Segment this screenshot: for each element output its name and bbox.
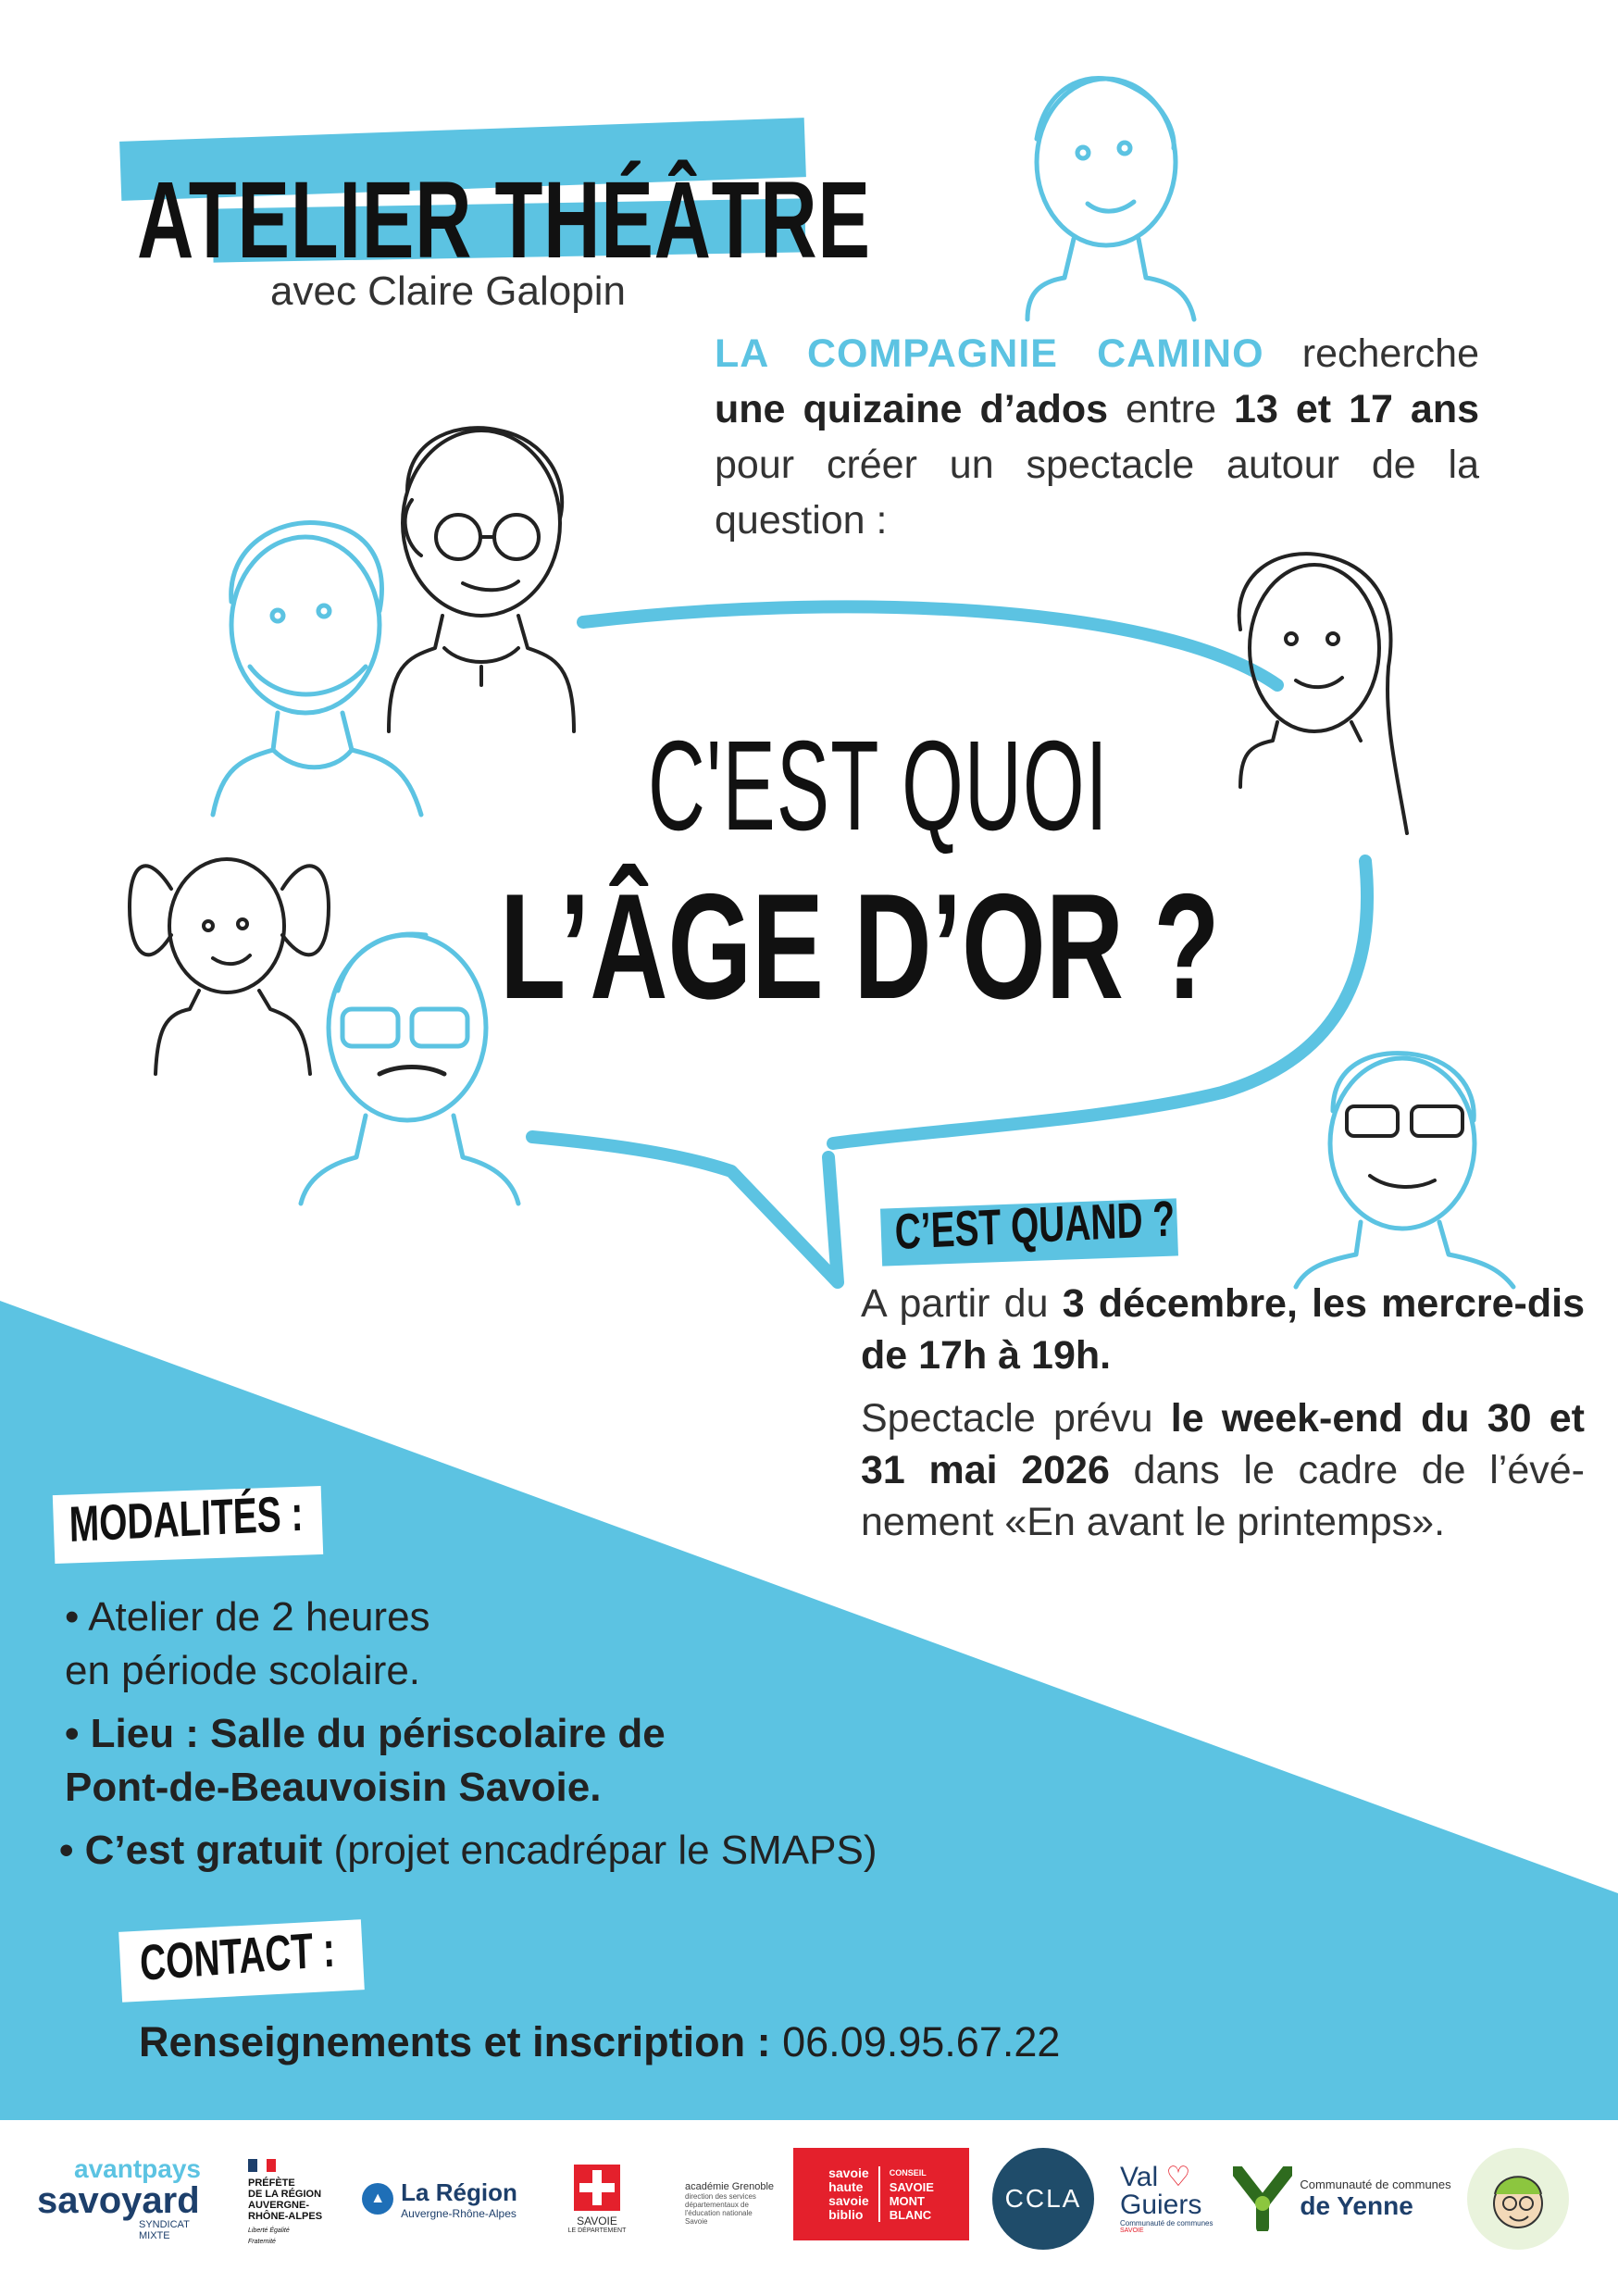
when-dates-text: A partir du xyxy=(861,1281,1063,1326)
logo-avantpays-main: savoyard xyxy=(37,2180,200,2221)
list-item-bold: • C’est gratuit xyxy=(59,1828,323,1873)
intro-bold-1: une quizaine d’ados xyxy=(715,387,1109,431)
logo-ccla-name: CCLA xyxy=(1004,2184,1082,2213)
logo-academie-name: académie Grenoble xyxy=(685,2181,775,2192)
logo-savoie-biblio xyxy=(793,2148,969,2240)
logo-valguiers-l1: Val xyxy=(1120,2162,1159,2192)
logo-region xyxy=(356,2148,523,2250)
contact-phone: 06.09.95.67.22 xyxy=(770,2018,1061,2065)
logo-valguiers-sub: Communauté de communes xyxy=(1120,2219,1214,2227)
logo-biblio-line: savoie xyxy=(828,2165,869,2180)
logo-biblio-right-line: MONT xyxy=(889,2194,925,2208)
logo-savoie xyxy=(555,2148,639,2250)
list-item xyxy=(65,1707,1083,1815)
logo-biblio-line: savoie xyxy=(828,2193,869,2208)
logo-avantpays-sub: SYNDICAT MIXTE xyxy=(139,2219,190,2241)
when-heading: C’EST QUAND ? xyxy=(894,1191,1176,1260)
headline-line-1: C'EST QUOI xyxy=(648,715,1109,857)
logo-region-name: La Région xyxy=(401,2177,517,2206)
subtitle: avec Claire Galopin xyxy=(270,268,626,314)
modalites-list xyxy=(59,1591,1083,1887)
logo-prefete-line: RHÔNE-ALPES xyxy=(248,2211,323,2222)
intro-text-1: recherche xyxy=(1263,331,1479,376)
logo-avantpays-savoyard xyxy=(37,2148,222,2250)
face-girl-pigtails-icon xyxy=(130,859,329,1074)
intro-text-2: entre xyxy=(1108,387,1235,431)
face-girl-long-hair-icon xyxy=(1239,554,1407,833)
logo-biblio-right-line: SAVOIE xyxy=(889,2180,934,2194)
face-woman-glasses-icon xyxy=(389,428,574,731)
when-show xyxy=(861,1392,1585,1548)
company-name: LA COMPAGNIE CAMINO xyxy=(715,331,1264,376)
logo-valguiers-sub2: SAVOIE xyxy=(1120,2227,1144,2234)
modalites-heading: MODALITÉS : xyxy=(68,1485,305,1553)
when-show-text-a: Spectacle prévu xyxy=(861,1396,1171,1441)
when-details xyxy=(861,1278,1585,1559)
logo-ccla xyxy=(992,2148,1094,2250)
contact-heading: CONTACT : xyxy=(139,1921,336,1991)
marianne-flag-icon xyxy=(248,2159,276,2172)
when-dates xyxy=(861,1278,1585,1381)
heart-icon: ♡ xyxy=(1165,2162,1191,2192)
logo-academie xyxy=(685,2148,778,2259)
logo-region-sub: Auvergne-Rhône-Alpes xyxy=(401,2206,517,2220)
region-icon: ▲ xyxy=(362,2183,393,2215)
logo-face-icon xyxy=(1467,2148,1569,2250)
headline-line-2: L’ÂGE D’OR ? xyxy=(500,863,1220,1030)
face-man-glasses-icon xyxy=(1296,1054,1513,1287)
when-show-bold: le week-end du 30 et 31 mai 2026 xyxy=(861,1396,1585,1492)
list-item-line: en période scolaire. xyxy=(65,1648,421,1693)
yenne-y-icon xyxy=(1233,2166,1292,2231)
logo-avantpays-top: avantpays xyxy=(74,2154,201,2183)
logo-prefete-line: DE LA RÉGION xyxy=(248,2189,322,2200)
list-item-line: • Atelier de 2 heures xyxy=(65,1594,430,1640)
intro-paragraph xyxy=(715,326,1479,548)
logo-savoie-sub: LE DÉPARTEMENT xyxy=(567,2227,627,2234)
contact-line xyxy=(139,2018,1060,2066)
contact-text: Renseignements et inscription : xyxy=(139,2018,771,2065)
logo-yenne-small: Communauté de communes xyxy=(1300,2177,1451,2191)
face-top-icon xyxy=(1027,78,1194,319)
list-item xyxy=(59,1824,1083,1878)
logo-biblio-right-line: CONSEIL xyxy=(889,2168,927,2177)
logo-prefete xyxy=(248,2148,350,2259)
logo-prefete-motto: Liberté Égalité Fraternité xyxy=(248,2227,290,2245)
face-old-man-glasses-icon xyxy=(301,934,518,1204)
intro-text-3: pour créer un spectacle autour de la question : xyxy=(715,443,1479,543)
logo-prefete-line: PRÉFÈTE xyxy=(248,2177,295,2189)
logo-yenne xyxy=(1226,2148,1458,2250)
list-item-line: • Lieu : Salle du périscolaire de xyxy=(65,1711,666,1756)
logo-yenne-name: de Yenne xyxy=(1300,2190,1413,2220)
list-item-line: Pont-de-Beauvoisin Savoie. xyxy=(65,1765,602,1810)
when-dates-bold: 3 décembre, les mercre-dis de 17h à 19h. xyxy=(861,1281,1585,1378)
logo-prefete-line: AUVERGNE- xyxy=(248,2200,310,2211)
logo-biblio-right-line: BLANC xyxy=(889,2208,932,2222)
logo-academie-sub: direction des services départementaux de l'éducation nationale Savoie xyxy=(685,2192,756,2226)
list-item-text: (projet encadrépar le SMAPS) xyxy=(322,1828,877,1873)
page-title: ATELIER THÉÂTRE xyxy=(137,159,871,281)
logo-biblio-line: haute xyxy=(828,2179,864,2194)
logo-valguiers-l2: Guiers xyxy=(1120,2190,1202,2220)
intro-bold-2: 13 et 17 ans xyxy=(1234,387,1479,431)
face-bearded-man-icon xyxy=(213,522,421,815)
logo-val-guiers xyxy=(1120,2148,1222,2250)
savoie-cross-icon xyxy=(574,2165,620,2211)
logo-savoie-name: SAVOIE xyxy=(577,2214,617,2227)
when-show-text-c: dans le cadre de l’évé-nement «En avant le printemps». xyxy=(861,1448,1585,1544)
list-item xyxy=(65,1591,1083,1698)
logo-biblio-line: biblio xyxy=(828,2207,864,2222)
